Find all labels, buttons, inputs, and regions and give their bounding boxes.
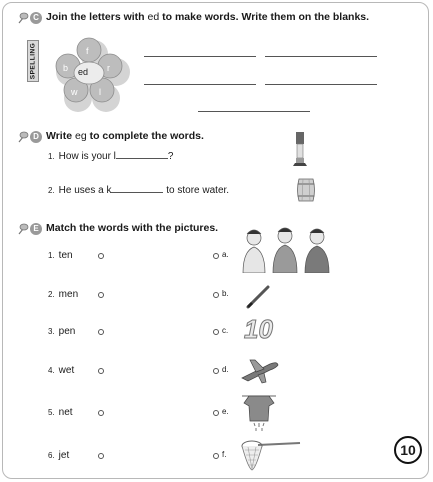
jet-picture — [240, 356, 280, 384]
section-e-badge: E — [30, 223, 42, 235]
pen-picture — [244, 284, 272, 310]
petal-letter-b: b — [63, 63, 69, 73]
picture-letter: f. — [222, 450, 227, 459]
picture-letter: b. — [222, 289, 229, 298]
question-2-blank[interactable] — [111, 192, 163, 193]
petal-letter-w: w — [71, 87, 78, 97]
three-men-picture — [240, 226, 335, 273]
match-word: 6. jet — [48, 450, 70, 461]
match-dot-right[interactable] — [213, 292, 219, 298]
question-1: 1. How is your l ? — [48, 151, 174, 162]
section-d-instruction: Write eg to complete the words. — [46, 130, 204, 142]
answer-blank[interactable] — [265, 84, 377, 85]
match-word: 1. ten — [48, 250, 73, 261]
match-dot-right[interactable] — [213, 253, 219, 259]
match-word: 4. wet — [48, 365, 75, 376]
petal-letter-l: l — [99, 87, 101, 97]
match-dot-left[interactable] — [98, 453, 104, 459]
match-dot-right[interactable] — [213, 453, 219, 459]
section-e-instruction: Match the words with the pictures. — [46, 222, 219, 234]
answer-blank[interactable] — [198, 111, 310, 112]
question-1-blank[interactable] — [116, 158, 168, 159]
match-dot-left[interactable] — [98, 368, 104, 374]
flower-center: ed — [78, 67, 89, 77]
match-dot-left[interactable] — [98, 253, 104, 259]
question-2: 2. He uses a k to store water. — [48, 185, 230, 196]
match-dot-right[interactable] — [213, 368, 219, 374]
picture-letter: c. — [222, 326, 229, 335]
section-c-instruction: Join the letters with ed to make words. Write them on the blanks. — [46, 11, 370, 23]
petal-letter-f: f — [86, 46, 89, 56]
match-dot-left[interactable] — [98, 410, 104, 416]
petal-letter-r: r — [107, 63, 110, 73]
thumbtack-icon — [16, 130, 30, 144]
picture-letter: a. — [222, 250, 229, 259]
wet-shirt-picture — [242, 393, 276, 433]
spelling-tag: SPELLING — [27, 40, 39, 82]
match-dot-left[interactable] — [98, 292, 104, 298]
match-dot-left[interactable] — [98, 329, 104, 335]
match-dot-right[interactable] — [213, 329, 219, 335]
picture-letter: d. — [222, 365, 229, 374]
page-number: 10 — [394, 436, 422, 464]
letter-flower — [42, 34, 137, 114]
net-picture — [240, 438, 302, 474]
thumbtack-icon — [16, 11, 30, 25]
keg-picture — [296, 177, 316, 203]
section-c-badge: C — [30, 12, 42, 24]
thumbtack-icon — [16, 222, 30, 236]
section-d-badge: D — [30, 131, 42, 143]
ten-picture: 10 — [244, 314, 273, 344]
match-dot-right[interactable] — [213, 410, 219, 416]
match-word: 3. pen — [48, 326, 76, 337]
answer-blank[interactable] — [265, 56, 377, 57]
match-word: 2. men — [48, 289, 79, 300]
answer-blank[interactable] — [144, 56, 256, 57]
answer-blank[interactable] — [144, 84, 256, 85]
match-word: 5. net — [48, 407, 73, 418]
picture-letter: e. — [222, 407, 229, 416]
leg-picture — [290, 130, 310, 168]
